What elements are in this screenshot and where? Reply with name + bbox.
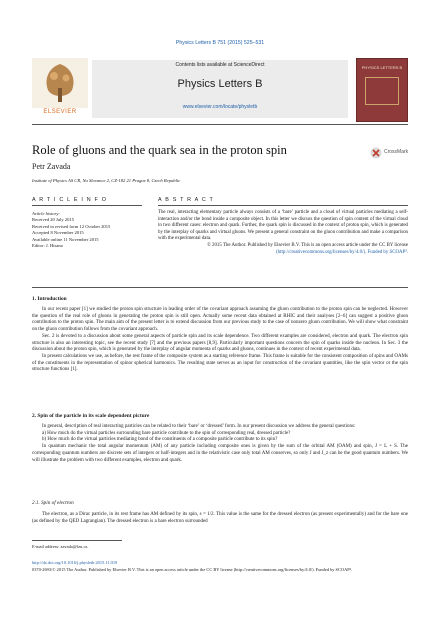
paragraph: In general, description of real interacting particles can be related to their ‘bare’ or ‘dressed’ form. In our present discussion we address the general questions: xyxy=(42,424,356,429)
copyright-line: 0370-2693/© 2015 The Author. Published by Elsevier B.V. This is an open access article under the CC BY license (http://creativecommons.org/licenses/by/4.0/). Funded by SCOAP³. xyxy=(32,567,353,572)
section-2-body xyxy=(32,424,408,464)
section-1-body xyxy=(32,307,408,374)
elsevier-logo xyxy=(32,58,88,120)
paragraph: In our recent paper [1] we studied the proton spin structure in leading order of the covariant approach assuming the gluon contribution to the proton spin can be neglected. However the question of the real role of gluons in generating the proton spin is still open. Actually some recent data obtained at RHIC and their analyses [2–6] can suggest a positive gluon contribution to the proton spin. The main aim of the present letter is to extend discussion from our previous study to the case of nonzero gluon contribution. We will show what constraint on the gluon contribution follows from the covariant approach. xyxy=(32,307,408,333)
article-history: Article history: Received 20 July 2015 Received in revised form 12 October 2015 Accepted 8 November 2015 Available online 11 November 2015 Editor: J. Hisano xyxy=(32,211,111,249)
info-rule xyxy=(32,205,142,206)
contents-line[interactable]: Contents lists available at ScienceDirect xyxy=(175,62,265,68)
subsection-2-1-heading: 2.1. Spin of electron xyxy=(32,500,74,506)
journal-title: Physics Letters B xyxy=(177,78,263,90)
abstract-body xyxy=(158,210,408,256)
crossmark-icon xyxy=(370,147,382,159)
author-name[interactable]: Petr Zavada xyxy=(32,162,71,171)
affiliation: Institute of Physics AS CR, Na Slovance 2, CZ-182 21 Prague 8, Czech Republic xyxy=(32,178,181,183)
header-rule xyxy=(32,124,408,125)
license-line-1: © 2015 The Author. Published by Elsevier B.V. This is an open access article under the CC BY license xyxy=(207,242,408,248)
cover-title: PHYSICS LETTERS B xyxy=(361,65,403,70)
paragraph: Sec. 2 is devoted to a discussion about some general aspects of particle spin and its scale dependence. Two different examples are considered, electron and quark. The electron spin structure is also an interesting topic, see the recent study [7] and the previous papers [8,9]. Particularly important questions concern the spin of quarks inside the nucleon. In Sec. 3 the discussion about the proton spin, which is generated by the interplay of angular momenta of quarks and gluons, continues in the context of recent experimental data. xyxy=(32,333,408,353)
journal-homepage-link[interactable]: www.elsevier.com/locate/physletb xyxy=(182,104,258,110)
email-footnote[interactable]: E-mail address: zavada@fzu.cz. xyxy=(32,544,89,549)
crossmark-badge[interactable] xyxy=(370,146,410,160)
question-b: b) How much do the virtual particles mediating bond of the constituents of a composite particle contribute to its spin? xyxy=(42,437,278,443)
paragraph: In quantum mechanic the total angular momentum (AM) of any particle including composite ones is given by the sum of the orbital AM (OAM) and spin, J = L + S. The corresponding quantum numbers are discrete sets of integers or half-integers and in the relativistic case only total AM conserves, so only J and J_z can be the good quantum numbers. We will illustrate the problem with two different examples, electron and quark. xyxy=(32,444,408,463)
crossmark-label: CrossMark xyxy=(384,149,409,155)
article-info-heading: A R T I C L E I N F O xyxy=(32,197,108,203)
doi-link[interactable]: http://dx.doi.org/10.1016/j.physletb.2015.11.019 xyxy=(32,560,118,565)
journal-cover-image xyxy=(356,58,408,122)
subsection-2-1-body xyxy=(32,512,408,525)
abstract-heading: A B S T R A C T xyxy=(158,197,215,203)
publisher-name: ELSEVIER xyxy=(43,109,77,115)
footnote-rule xyxy=(32,540,122,541)
journal-reference[interactable]: Physics Letters B 751 (2015) 525–531 xyxy=(175,40,265,46)
paragraph: In present calculations we use, as before, the rest frame of the composite system as a starting reference frame. This frame is suitable for the consistent composition of spins and OAMs of the constituents in the representation of spinor spherical harmonics. The resulting state serves as an input for construction of the covariant quantities, like the spin vector or the spin structure functions [1]. xyxy=(32,353,408,373)
paragraph: The electron, as a Dirac particle, in its rest frame has AM defined by its spin, s = 1/2. This value is the same for the dressed electron (as present experimentally) and for the bare one (as defined by the QED Lagrangian). The dressed electron is a bare electron surrounded xyxy=(32,512,408,524)
abstract-text: The real, interacting elementary particle always consists of a ‘bare’ particle and a cloud of virtual particles mediating a self-interaction and/or the bond inside a composite object. In this letter we discuss the question of spin content of the virtual cloud in two different cases: electron and quark. Further, the quark spin is discussed in the context of proton spin, which is generated by the interplay of quarks and virtual gluons. We present a general constraint on the gluon contribution and make a comparison with the experimental data. xyxy=(158,210,408,242)
section-2-heading: 2. Spin of the particle in its scale dependent picture xyxy=(32,413,150,419)
cover-panel xyxy=(365,77,399,105)
abstract-bottom-rule xyxy=(32,287,408,288)
paper-title: Role of gluons and the quark sea in the proton spin xyxy=(32,143,287,157)
abstract-rule xyxy=(158,205,408,206)
license-link[interactable]: (http://creativecommons.org/licenses/by/4.0/). Funded by SCOAP³. xyxy=(276,249,408,255)
section-1-heading: 1. Introduction xyxy=(32,296,67,302)
question-a: a) How much do the virtual particles surrounding bare particle contribute to the spin of corresponding real, dressed particle? xyxy=(42,430,291,436)
